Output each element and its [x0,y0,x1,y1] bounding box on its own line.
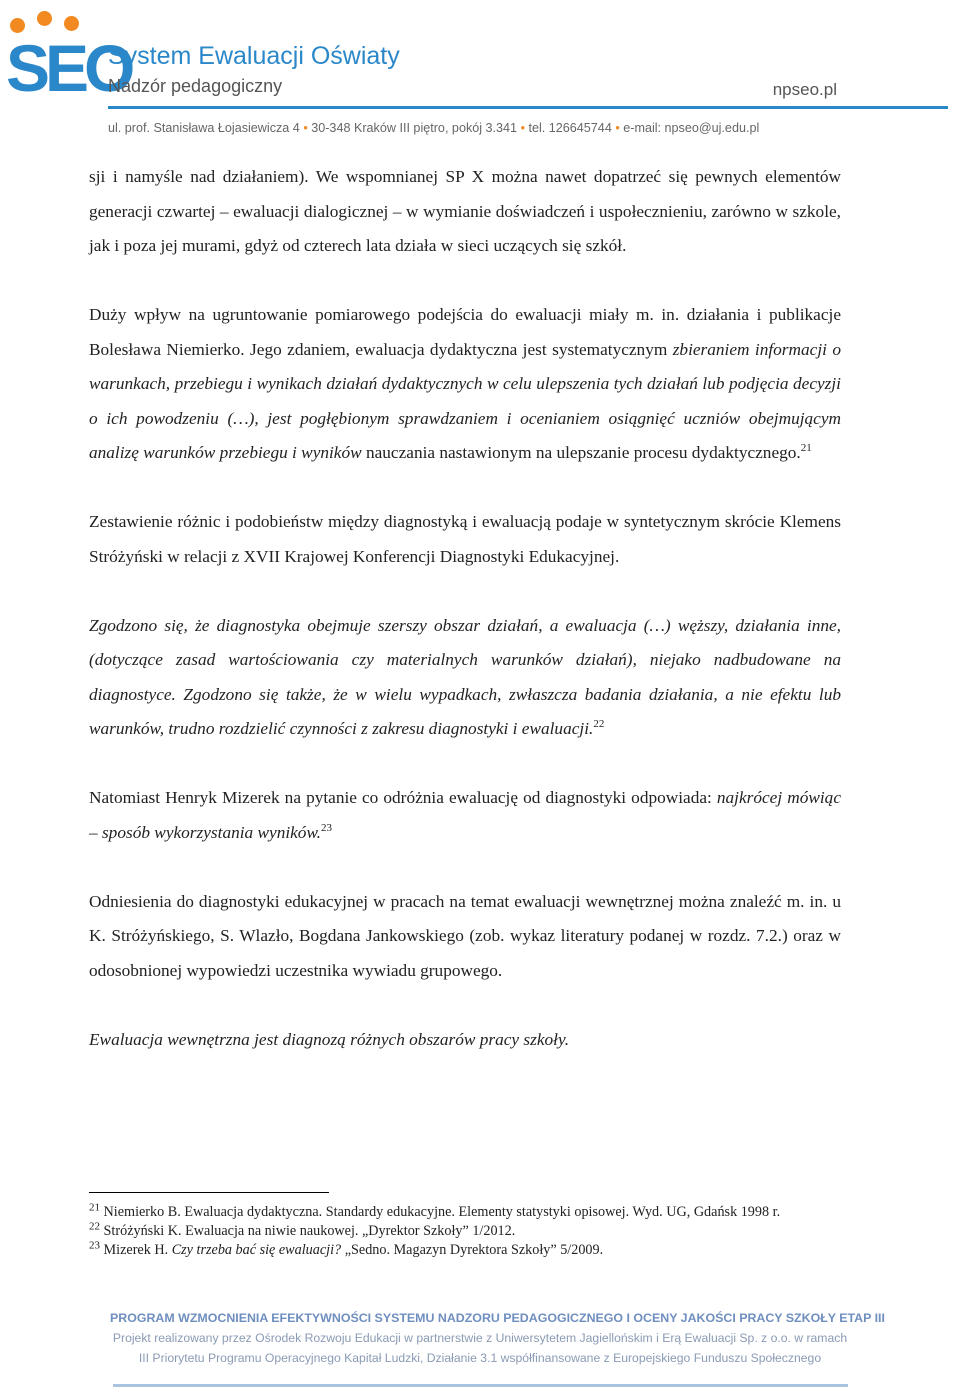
footnote-23 [89,1241,789,1260]
address-email[interactable]: e-mail: npseo@uj.edu.pl [623,121,760,135]
footer-program-title: PROGRAM WZMOCNIENIA EFEKTYWNOŚCI SYSTEMU NADZORU PEDAGOGICZNEGO I OCENY JAKOŚCI PRACY SZKOŁY ETAP III [110,1311,885,1325]
address-phone: tel. 126645744 [528,121,612,135]
footnote-text-italic: Czy trzeba bać się ewaluacji? [171,1242,342,1258]
bullet-icon: • [303,121,308,135]
footnote-21 [89,1203,789,1222]
paragraph-5-quote: najkrócej mówiąc – sposób wykorzystania wyników. [89,788,841,842]
header-subtitle: Nadzór pedagogiczny [108,76,283,96]
footnote-ref-23[interactable]: 23 [321,821,333,834]
page-footer [110,1311,885,1365]
footnotes [89,1203,789,1260]
footer-divider [113,1384,848,1387]
paragraph-7-quote: Ewaluacja wewnętrzna jest diagnozą różnych obszarów pracy szkoły. [89,1029,570,1049]
footer-funding-line: III Priorytetu Programu Operacyjnego Kapitał Ludzki, Działanie 3.1 współfinansowane z Europejskiego Funduszu Społecznego [138,1351,822,1365]
paragraph-7 [89,1023,841,1058]
address-street: ul. prof. Stanisława Łojasiewicza 4 [108,121,300,135]
address-city: 30-348 Kraków III piętro, pokój 3.341 [311,121,518,135]
paragraph-2-text: Duży wpływ na ugruntowanie pomiarowego podejścia do ewaluacji miały m. in. działania i publikacje Bolesława Niemierko. Jego zdaniem, ewaluacja dydaktyczna jest systematycznym [89,305,841,359]
header-site-link[interactable]: npseo.pl [772,80,837,99]
header-address [108,121,759,135]
footnote-divider [89,1192,329,1193]
seo-logo [6,8,131,112]
footnote-ref-22[interactable]: 22 [593,718,605,731]
footnote-text-post: „Sedno. Magazyn Dyrektora Szkoły” 5/2009. [341,1242,604,1258]
header-divider [108,106,948,109]
logo-text: SEO [6,31,131,105]
document-body [89,160,841,1092]
paragraph-1: sji i namyśle nad działaniem). We wspomnianej SP X można nawet dopatrzeć się pewnych elementów generacji czwartej – ewaluacji dialogicznej – w wymianie doświadczeń i uspołecznieniu, zarówno w szkole, jak i poza jej murami, gdyż od czterech lata działa w sieci uczących się szkół. [89,167,841,255]
footnote-text-pre: Mizerek H. [103,1242,172,1258]
footnote-number: 21 [89,1201,100,1214]
footnote-22 [89,1222,789,1241]
page-header [0,0,960,150]
footnote-text: Stróżyński K. Ewaluacja na niwie naukowej. „Dyrektor Szkoły” 1/2012. [103,1223,516,1239]
footnote-text: Niemierko B. Ewaluacja dydaktyczna. Standardy edukacyjne. Elementy statystyki opisowej. Wyd. UG, Gdańsk 1998 r. [103,1204,781,1220]
footnote-number: 22 [89,1220,100,1233]
paragraph-2-tail: nauczania nastawionym na ulepszanie procesu dydaktycznego. [361,443,801,462]
header-title: System Ewaluacji Oświaty [108,42,400,70]
footer-project-line: Projekt realizowany przez Ośrodek Rozwoju Edukacji w partnerstwie z Uniwersytetem Jagiellońskim i Erą Ewaluacji Sp. z o.o. w ramach [112,1331,848,1345]
paragraph-5 [89,781,841,850]
paragraph-5-text: Natomiast Henryk Mizerek na pytanie co odróżnia ewaluację od diagnostyki odpowiada: [89,788,717,807]
paragraph-4-quote: Zgodzono się, że diagnostyka obejmuje szerszy obszar działań, a ewaluacja (…) węższy, działania inne, (dotyczące zasad wartościowania czy materialnych warunków działań), niejako nadbudowane na diagnostyce. Zgodzono się także, że w wielu wypadkach, zwłaszcza badania działania, a nie efektu lub warunków, trudno rozdzielić czynności z zakresu diagnostyki i ewaluacji. [89,615,841,738]
paragraph-4 [89,609,841,747]
footnote-number: 23 [89,1239,100,1252]
footnote-ref-21[interactable]: 21 [800,442,812,455]
bullet-icon: • [520,121,525,135]
logo-dot-icon [37,11,52,26]
paragraph-2-quote: zbieraniem informacji o warunkach, przebiegu i wynikach działań dydaktycznych w celu ulepszenia tych działań lub podjęcia decyzji o ich powodzeniu (…), jest pogłębionym sprawdzaniem i ocenianiem osiągnięć uczniów obejmującym analizę warunków przebiegu i wyników [89,339,841,462]
bullet-icon: • [615,121,620,135]
paragraph-2 [89,298,841,471]
paragraph-3: Zestawienie różnic i podobieństw między diagnostyką i ewaluacją podaje w syntetycznym skrócie Klemens Stróżyński w relacji z XVII Krajowej Konferencji Diagnostyki Edukacyjnej. [89,512,841,566]
paragraph-6: Odniesienia do diagnostyki edukacyjnej w pracach na temat ewaluacji wewnętrznej można znaleźć m. in. u K. Stróżyńskiego, S. Wlazło, Bogdana Jankowskiego (zob. wykaz literatury podanej w rozdz. 7.2.) oraz w odosobnionej wypowiedzi uczestnika wywiadu grupowego. [89,891,841,980]
